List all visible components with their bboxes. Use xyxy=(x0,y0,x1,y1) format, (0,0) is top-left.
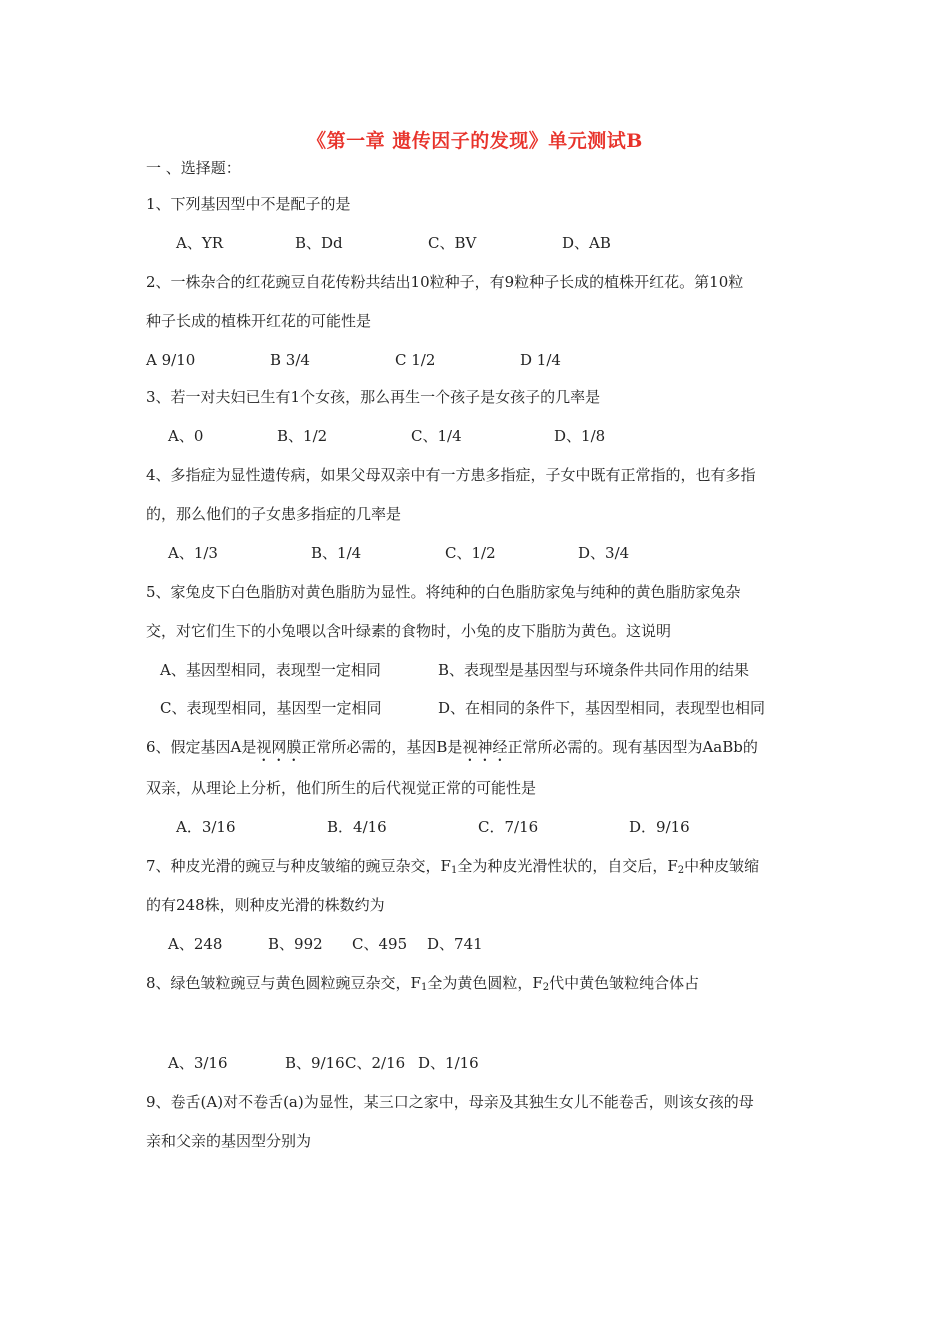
question-4-stem-line-1: 4、多指症为显性遗传病，如果父母双亲中有一方患多指症，子女中既有正常指的，也有多指 xyxy=(146,466,756,484)
question-5-option-b: B、表现型是基因型与环境条件共同作用的结果 xyxy=(438,661,750,679)
question-8-subscript-2: 2 xyxy=(542,982,550,993)
question-3-option-a: A、0 xyxy=(168,427,204,445)
question-5-stem-line-1: 5、家兔皮下白色脂肪对黄色脂肪为显性。将纯种的白色脂肪家兔与纯种的黄色脂肪家兔杂 xyxy=(146,583,741,601)
question-8-option-b: B、9/16 xyxy=(285,1054,345,1072)
question-1-option-b: B、Dd xyxy=(295,234,343,252)
question-6-emphasis-retina: 视网膜 xyxy=(256,738,302,756)
question-9-stem-line-2: 亲和父亲的基因型分别为 xyxy=(146,1132,312,1150)
question-6-option-d: D．9/16 xyxy=(629,818,690,836)
question-6-stem-line-2: 双亲，从理论上分析，他们所生的后代视觉正常的可能性是 xyxy=(146,779,537,797)
question-2-option-a: A 9/10 xyxy=(146,351,196,369)
section-heading: 一 、选择题： xyxy=(146,159,241,177)
question-6-text-1: 6、假定基因A是 xyxy=(146,738,257,756)
question-8-stem xyxy=(146,973,699,993)
question-6-emphasis-optic-nerve: 视神经 xyxy=(462,738,508,756)
question-3-option-b: B、1/2 xyxy=(277,427,328,445)
question-8-text-2: 全为黄色圆粒，F xyxy=(427,974,543,992)
question-8-text-1: 8、绿色皱粒豌豆与黄色圆粒豌豆杂交，F xyxy=(146,974,421,992)
question-5-stem-line-2: 交，对它们生下的小兔喂以含叶绿素的食物时，小兔的皮下脂肪为黄色。这说明 xyxy=(146,622,672,640)
question-7-option-d: D、741 xyxy=(427,935,483,953)
question-6-text-2: 正常所必需的，基因B是 xyxy=(301,738,463,756)
question-4-option-d: D、3/4 xyxy=(578,544,630,562)
question-3-option-d: D、1/8 xyxy=(554,427,606,445)
question-8-option-c: C、2/16 xyxy=(345,1054,406,1072)
question-5-option-d: D、在相同的条件下，基因型相同，表现型也相同 xyxy=(438,699,766,717)
question-3-stem: 3、若一对夫妇已生有1个女孩，那么再生一个孩子是女孩子的几率是 xyxy=(146,388,601,406)
question-4-option-b: B、1/4 xyxy=(311,544,362,562)
question-1-option-d: D、AB xyxy=(562,234,611,252)
question-4-option-a: A、1/3 xyxy=(168,544,218,562)
question-2-stem-line-1: 2、一株杂合的红花豌豆自花传粉共结出10粒种子，有9粒种子长成的植株开红花。第10粒 xyxy=(146,273,744,291)
question-3-option-c: C、1/4 xyxy=(411,427,462,445)
question-1-stem: 1、下列基因型中不是配子的是 xyxy=(146,195,351,213)
question-6-option-a: A．3/16 xyxy=(176,818,236,836)
question-4-option-c: C、1/2 xyxy=(445,544,496,562)
question-7-stem-line-2: 的有248株，则种皮光滑的株数约为 xyxy=(146,896,385,914)
question-4-stem-line-2: 的，那么他们的子女患多指症的几率是 xyxy=(146,505,402,523)
question-5-option-a: A、基因型相同，表现型一定相同 xyxy=(160,661,381,679)
question-6-stem-line-1 xyxy=(146,737,758,765)
question-8-subscript-1: 1 xyxy=(420,982,428,993)
question-5-option-c: C、表现型相同，基因型一定相同 xyxy=(160,699,382,717)
question-7-text-2: 全为种皮光滑性状的，自交后，F xyxy=(457,857,678,875)
question-7-option-b: B、992 xyxy=(268,935,323,953)
question-2-option-d: D 1/4 xyxy=(520,351,561,369)
question-7-option-a: A、248 xyxy=(168,935,223,953)
question-2-option-b: B 3/4 xyxy=(270,351,310,369)
question-8-option-d: D、1/16 xyxy=(418,1054,479,1072)
question-2-option-c: C 1/2 xyxy=(395,351,436,369)
question-6-option-b: B．4/16 xyxy=(327,818,387,836)
question-1-option-c: C、BV xyxy=(428,234,477,252)
question-7-subscript-2: 2 xyxy=(677,865,685,876)
question-7-option-c: C、495 xyxy=(352,935,408,953)
question-7-subscript-1: 1 xyxy=(450,865,458,876)
page-title: 《第一章 遗传因子的发现》单元测试B xyxy=(307,130,643,152)
question-6-option-c: C．7/16 xyxy=(478,818,539,836)
question-7-text-3: 中种皮皱缩 xyxy=(684,857,760,875)
question-8-text-3: 代中黄色皱粒纯合体占 xyxy=(549,974,700,992)
question-7-text-1: 7、种皮光滑的豌豆与种皮皱缩的豌豆杂交，F xyxy=(146,857,451,875)
question-7-stem-line-1 xyxy=(146,856,759,876)
question-9-stem-line-1: 9、卷舌(A)对不卷舌(a)为显性，某三口之家中，母亲及其独生女儿不能卷舌，则该女孩的母 xyxy=(146,1093,754,1111)
question-1-option-a: A、YR xyxy=(176,234,224,252)
question-6-text-3: 正常所必需的。现有基因型为AaBb的 xyxy=(507,738,758,756)
question-8-option-a: A、3/16 xyxy=(168,1054,228,1072)
question-2-stem-line-2: 种子长成的植株开红花的可能性是 xyxy=(146,312,372,330)
